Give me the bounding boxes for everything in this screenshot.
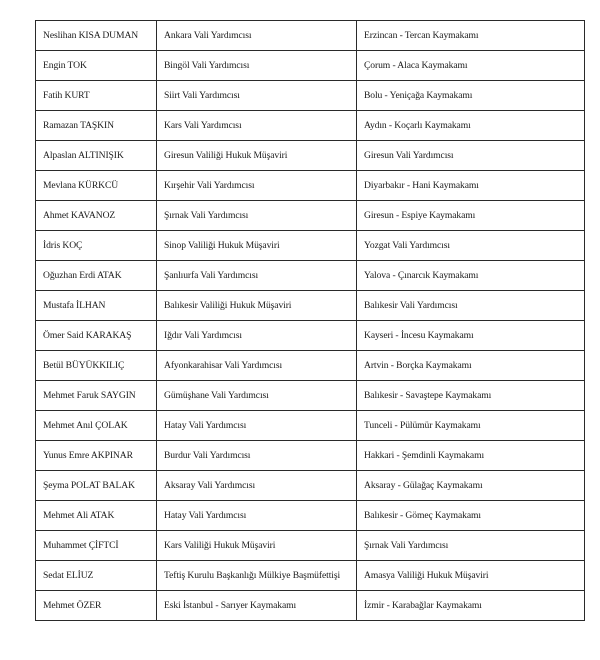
person-name-cell: Mehmet Faruk SAYGIN: [36, 381, 157, 411]
table-row: [36, 411, 585, 441]
person-name-cell: Muhammet ÇİFTCİ: [36, 531, 157, 561]
person-name-cell: Oğuzhan Erdi ATAK: [36, 261, 157, 291]
person-name-cell: Ramazan TAŞKIN: [36, 111, 157, 141]
person-name-cell: Yunus Emre AKPINAR: [36, 441, 157, 471]
person-name-cell: İdris KOÇ: [36, 231, 157, 261]
current-position-cell: Şırnak Vali Yardımcısı: [157, 201, 357, 231]
new-position-cell: Balıkesir - Savaştepe Kaymakamı: [357, 381, 585, 411]
person-name-cell: Mustafa İLHAN: [36, 291, 157, 321]
table-row: [36, 561, 585, 591]
person-name-cell: Mevlana KÜRKCÜ: [36, 171, 157, 201]
new-position-cell: Tunceli - Pülümür Kaymakamı: [357, 411, 585, 441]
current-position-cell: Gümüşhane Vali Yardımcısı: [157, 381, 357, 411]
appointments-table: [35, 20, 585, 621]
appointments-table-body: [36, 21, 585, 621]
current-position-cell: Afyonkarahisar Vali Yardımcısı: [157, 351, 357, 381]
current-position-cell: Kars Valiliği Hukuk Müşaviri: [157, 531, 357, 561]
table-row: [36, 81, 585, 111]
person-name-cell: Mehmet Ali ATAK: [36, 501, 157, 531]
current-position-cell: Siirt Vali Yardımcısı: [157, 81, 357, 111]
person-name-cell: Ahmet KAVANOZ: [36, 201, 157, 231]
person-name-cell: Mehmet ÖZER: [36, 591, 157, 621]
person-name-cell: Sedat ELİUZ: [36, 561, 157, 591]
person-name-cell: Engin TOK: [36, 51, 157, 81]
current-position-cell: Şanlıurfa Vali Yardımcısı: [157, 261, 357, 291]
person-name-cell: Fatih KURT: [36, 81, 157, 111]
new-position-cell: Hakkari - Şemdinli Kaymakamı: [357, 441, 585, 471]
current-position-cell: Iğdır Vali Yardımcısı: [157, 321, 357, 351]
new-position-cell: Diyarbakır - Hani Kaymakamı: [357, 171, 585, 201]
new-position-cell: Erzincan - Tercan Kaymakamı: [357, 21, 585, 51]
new-position-cell: Yalova - Çınarcık Kaymakamı: [357, 261, 585, 291]
current-position-cell: Teftiş Kurulu Başkanlığı Mülkiye Başmüfettişi: [157, 561, 357, 591]
current-position-cell: Giresun Valiliği Hukuk Müşaviri: [157, 141, 357, 171]
person-name-cell: Ömer Said KARAKAŞ: [36, 321, 157, 351]
new-position-cell: Aydın - Koçarlı Kaymakamı: [357, 111, 585, 141]
person-name-cell: Alpaslan ALTINIŞIK: [36, 141, 157, 171]
new-position-cell: Aksaray - Gülağaç Kaymakamı: [357, 471, 585, 501]
current-position-cell: Hatay Vali Yardımcısı: [157, 411, 357, 441]
current-position-cell: Kırşehir Vali Yardımcısı: [157, 171, 357, 201]
new-position-cell: Giresun Vali Yardımcısı: [357, 141, 585, 171]
table-row: [36, 471, 585, 501]
current-position-cell: Eski İstanbul - Sarıyer Kaymakamı: [157, 591, 357, 621]
new-position-cell: Yozgat Vali Yardımcısı: [357, 231, 585, 261]
new-position-cell: Balıkesir - Gömeç Kaymakamı: [357, 501, 585, 531]
table-row: [36, 171, 585, 201]
new-position-cell: Artvin - Borçka Kaymakamı: [357, 351, 585, 381]
table-row: [36, 291, 585, 321]
person-name-cell: Şeyma POLAT BALAK: [36, 471, 157, 501]
table-row: [36, 441, 585, 471]
current-position-cell: Sinop Valiliği Hukuk Müşaviri: [157, 231, 357, 261]
table-row: [36, 261, 585, 291]
current-position-cell: Hatay Vali Yardımcısı: [157, 501, 357, 531]
table-row: [36, 201, 585, 231]
table-row: [36, 381, 585, 411]
current-position-cell: Ankara Vali Yardımcısı: [157, 21, 357, 51]
current-position-cell: Aksaray Vali Yardımcısı: [157, 471, 357, 501]
new-position-cell: Şırnak Vali Yardımcısı: [357, 531, 585, 561]
table-row: [36, 531, 585, 561]
table-row: [36, 351, 585, 381]
new-position-cell: Çorum - Alaca Kaymakamı: [357, 51, 585, 81]
table-row: [36, 141, 585, 171]
table-row: [36, 51, 585, 81]
person-name-cell: Mehmet Anıl ÇOLAK: [36, 411, 157, 441]
current-position-cell: Kars Vali Yardımcısı: [157, 111, 357, 141]
table-row: [36, 501, 585, 531]
new-position-cell: Bolu - Yeniçağa Kaymakamı: [357, 81, 585, 111]
table-row: [36, 231, 585, 261]
current-position-cell: Burdur Vali Yardımcısı: [157, 441, 357, 471]
new-position-cell: Kayseri - İncesu Kaymakamı: [357, 321, 585, 351]
person-name-cell: Betül BÜYÜKKILIÇ: [36, 351, 157, 381]
new-position-cell: İzmir - Karabağlar Kaymakamı: [357, 591, 585, 621]
new-position-cell: Giresun - Espiye Kaymakamı: [357, 201, 585, 231]
table-row: [36, 321, 585, 351]
table-row: [36, 21, 585, 51]
table-row: [36, 111, 585, 141]
new-position-cell: Amasya Valiliği Hukuk Müşaviri: [357, 561, 585, 591]
person-name-cell: Neslihan KISA DUMAN: [36, 21, 157, 51]
new-position-cell: Balıkesir Vali Yardımcısı: [357, 291, 585, 321]
current-position-cell: Balıkesir Valiliği Hukuk Müşaviri: [157, 291, 357, 321]
table-row: [36, 591, 585, 621]
current-position-cell: Bingöl Vali Yardımcısı: [157, 51, 357, 81]
